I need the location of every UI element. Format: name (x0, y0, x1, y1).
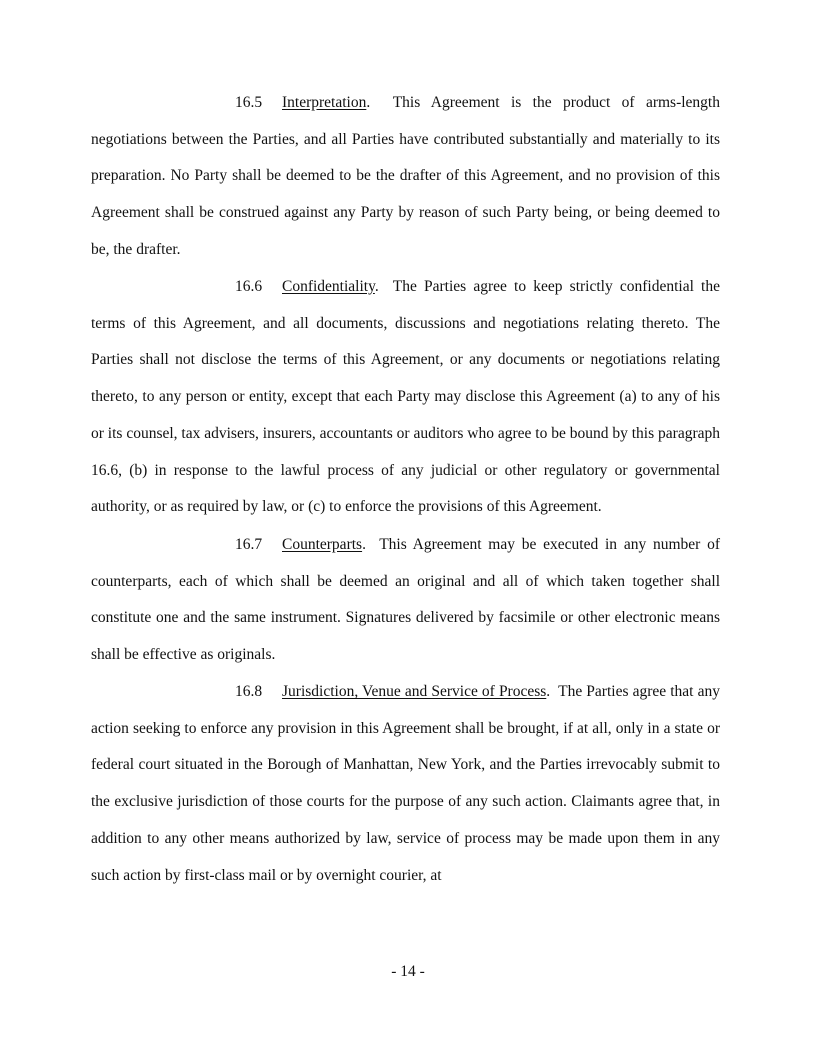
page-number: - 14 - (391, 963, 425, 980)
section-16-8 (91, 674, 720, 894)
section-number: 16.8 (235, 683, 263, 700)
section-number: 16.6 (235, 278, 263, 295)
section-body: The Parties agree to keep strictly confidential the terms of this Agreement, and all documents, discussions and negotiations relating thereto. The Parties shall not disclose the terms of this Agreement, or any documents or negotiations relating thereto, to any person or entity, except that each Party may disclose this Agreement (a) to any of his or its counsel, tax advisers, insurers, accountants or auditors who agree to be bound by this paragraph 16.6, (b) in response to the lawful process of any judicial or other regulatory or governmental authority, or as required by law, or (c) to enforce the provisions of this Agreement. (91, 278, 720, 516)
section-16-6 (91, 269, 720, 526)
section-number: 16.5 (235, 94, 263, 111)
section-paragraph: 16.7 Counterparts. This Agreement may be executed in any number of counterparts, each of which shall be deemed an original and all of which taken together shall constitute one and the same instrument. Signatures delivered by facsimile or other electronic means shall be effective as originals. (91, 527, 720, 674)
section-paragraph: 16.6 Confidentiality. The Parties agree to keep strictly confidential the terms of this Agreement, and all documents, discussions and negotiations relating thereto. The Parties shall not disclose the terms of this Agreement, or any documents or negotiations relating thereto, to any person or entity, except that each Party may disclose this Agreement (a) to any of his or its counsel, tax advisers, insurers, accountants or auditors who agree to be bound by this paragraph 16.6, (b) in response to the lawful process of any judicial or other regulatory or governmental authority, or as required by law, or (c) to enforce the provisions of this Agreement. (91, 269, 720, 526)
section-heading: Interpretation (282, 94, 367, 111)
section-16-5 (91, 85, 720, 269)
section-paragraph: 16.5 Interpretation. This Agreement is the product of arms-length negotiations between the Parties, and all Parties have contributed substantially and materially to its preparation. No Party shall be deemed to be the drafter of this Agreement, and no provision of this Agreement shall be construed against any Party by reason of such Party being, or being deemed to be, the drafter. (91, 85, 720, 269)
section-heading: Confidentiality (282, 278, 375, 295)
section-heading: Jurisdiction, Venue and Service of Process (282, 683, 547, 700)
section-body: This Agreement may be executed in any number of counterparts, each of which shall be deemed an original and all of which taken together shall constitute one and the same instrument. Signatures delivered by facsimile or other electronic means shall be effective as originals. (91, 536, 720, 664)
section-16-7 (91, 527, 720, 674)
section-body: This Agreement is the product of arms-length negotiations between the Parties, and all Parties have contributed substantially and materially to its preparation. No Party shall be deemed to be the drafter of this Agreement, and no provision of this Agreement shall be construed against any Party by reason of such Party being, or being deemed to be, the drafter. (91, 94, 720, 258)
section-number: 16.7 (235, 536, 263, 553)
section-paragraph: 16.8 Jurisdiction, Venue and Service of Process. The Parties agree that any action seeking to enforce any provision in this Agreement shall be brought, if at all, only in a state or federal court situated in the Borough of Manhattan, New York, and the Parties irrevocably submit to the exclusive jurisdiction of those courts for the purpose of any such action. Claimants agree that, in addition to any other means authorized by law, service of process may be made upon them in any such action by first-class mail or by overnight courier, at (91, 674, 720, 894)
section-body: The Parties agree that any action seeking to enforce any provision in this Agreement shall be brought, if at all, only in a state or federal court situated in the Borough of Manhattan, New York, and the Parties irrevocably submit to the exclusive jurisdiction of those courts for the purpose of any such action. Claimants agree that, in addition to any other means authorized by law, service of process may be made upon them in any such action by first-class mail or by overnight courier, at (91, 683, 720, 884)
section-heading: Counterparts (282, 536, 363, 553)
